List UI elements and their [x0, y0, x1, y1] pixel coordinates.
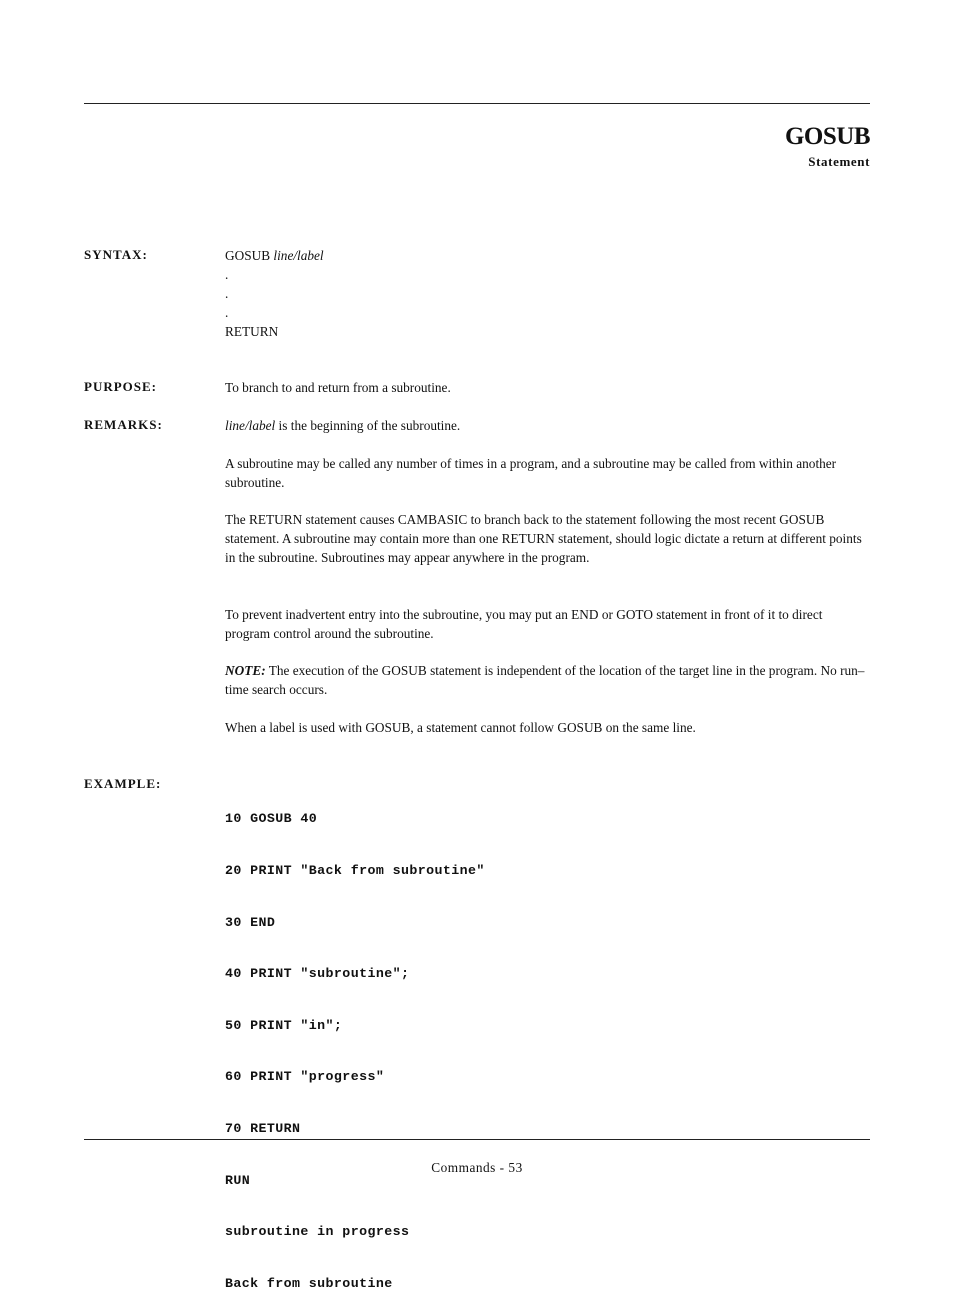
purpose-label: PURPOSE:: [84, 379, 157, 394]
header-rule: [84, 103, 870, 104]
code-line: RUN: [225, 1172, 251, 1188]
remarks-p5: [225, 661, 865, 699]
note-label: NOTE:: [225, 663, 266, 678]
example-code: [225, 776, 485, 1309]
remarks-p4: To prevent inadvertent entry into the subroutine, you may put an END or GOTO statement in front of it to direct program control around the subroutine.: [225, 607, 823, 641]
example-label: EXAMPLE:: [84, 776, 162, 791]
remarks-label: REMARKS:: [84, 417, 163, 432]
code-line: 30 END: [225, 914, 276, 930]
remarks-p1-text: is the beginning of the subroutine.: [275, 418, 461, 433]
purpose-text: To branch to and return from a subroutine.: [225, 380, 451, 395]
code-line: 60 PRINT "progress": [225, 1069, 385, 1085]
page-subtitle: Statement: [808, 154, 870, 169]
code-line: 20 PRINT "Back from subroutine": [225, 863, 485, 878]
remarks-p1-italic: line/label: [225, 418, 276, 433]
page-number: Commands - 53: [431, 1160, 523, 1175]
syntax-dot: .: [225, 286, 229, 301]
code-line: 40 PRINT "subroutine";: [225, 966, 410, 982]
code-line: subroutine in progress: [225, 1224, 410, 1240]
remarks-p5-text: The execution of the GOSUB statement is independent of the location of the target line in the program. No run– time search occurs.: [225, 663, 865, 697]
syntax-command: GOSUB: [225, 248, 271, 263]
syntax-block: [225, 246, 865, 341]
code-line: 50 PRINT "in";: [225, 1017, 343, 1033]
syntax-dot: .: [225, 267, 229, 282]
code-line: 10 GOSUB 40: [225, 811, 318, 827]
code-line: Back from subroutine: [225, 1275, 393, 1291]
remarks-p3: The RETURN statement causes CAMBASIC to branch back to the statement following the most recent GOSUB statement. A subroutine may contain more than one RETURN statement, should logic dictate a return at different points in the subroutine. Subroutines may appear anywhere in the program.: [225, 512, 862, 565]
syntax-line: [225, 246, 865, 265]
syntax-return: RETURN: [225, 324, 279, 339]
remarks-p6: When a label is used with GOSUB, a statement cannot follow GOSUB on the same line.: [225, 720, 696, 735]
syntax-label: SYNTAX:: [84, 247, 148, 262]
footer-rule: [84, 1139, 870, 1140]
page-title: GOSUB: [784, 123, 870, 150]
syntax-dot: .: [225, 305, 229, 320]
remarks-p2: A subroutine may be called any number of times in a program, and a subroutine may be called from within another subroutine.: [225, 456, 837, 490]
remarks-p1: [225, 416, 865, 435]
syntax-argument: line/label: [273, 248, 324, 263]
code-line: 70 RETURN: [225, 1120, 301, 1136]
